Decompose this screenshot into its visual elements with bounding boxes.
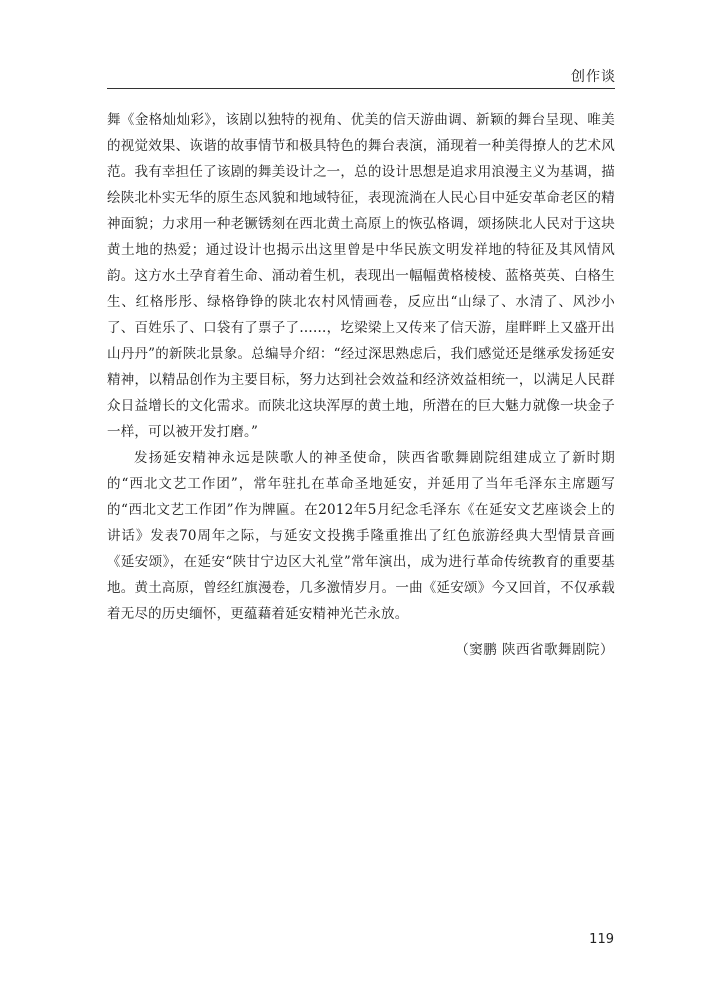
author-signature: （窦鹏 陕西省歌舞剧院） xyxy=(455,642,614,658)
paragraph: 发扬延安精神永远是陕歌人的神圣使命，陕西省歌舞剧院组建成立了新时期的“西北文艺工作团”，常年驻扎在革命圣地延安，并延用了当年毛泽东主席题写的“西北文艺工作团”作为牌匾。在2012年5月纪念毛泽东《在延安文艺座谈会上的讲话》发表70周年之际，与延安文投携手隆重推出了红色旅游经典大型情景音画《延安颂》，在延安“陕甘宁边区大礼堂”常年演出，成为进行革命传统教育的重要基地。黄土高原，曾经红旗漫卷，几多激情岁月。一曲《延安颂》今又回首，不仅承载着无尽的历史缅怀，更蕴藉着延安精神光芒永放。 xyxy=(107,450,615,622)
page-number: 119 xyxy=(589,932,614,947)
header-divider xyxy=(107,88,615,89)
paragraph-continued: 舞《金格灿灿彩》，该剧以独特的视角、优美的信天游曲调、新颖的舞台呈现、唯美的视觉效果、诙谐的故事情节和极具特色的舞台表演，涌现着一种美得撩人的艺术风范。我有幸担任了该剧的舞美设计之一，总的设计思想是追求用浪漫主义为基调，描绘陕北朴实无华的原生态风貌和地域特征，表现流淌在人民心目中延安革命老区的精神面貌；力求用一种老镢锈刻在西北黄土高原上的恢弘格调，颂扬陕北人民对于这块黄土地的热爱；通过设计也揭示出这里曾是中华民族文明发祥地的特征及其风情风韵。这方水土孕育着生命、涌动着生机，表现出一幅幅黄格棱棱、蓝格英英、白格生生、红格彤彤、绿格铮铮的陕北农村风情画卷，反应出“山绿了、水清了、风沙小了、百姓乐了、口袋有了票子了……，圪梁梁上又传来了信天游，崖畔畔上又盛开出山丹丹”的新陕北景象。总编导介绍：“经过深思熟虑后，我们感觉还是继承发扬延安精神，以精品创作为主要目标，努力达到社会效益和经济效益相统一，以满足人民群众日益增长的文化需求。而陕北这块浑厚的黄土地，所潜在的巨大魅力就像一块金子一样，可以被开发打磨。” xyxy=(107,112,615,440)
section-title: 创作谈 xyxy=(571,69,616,85)
article-body xyxy=(107,107,615,627)
